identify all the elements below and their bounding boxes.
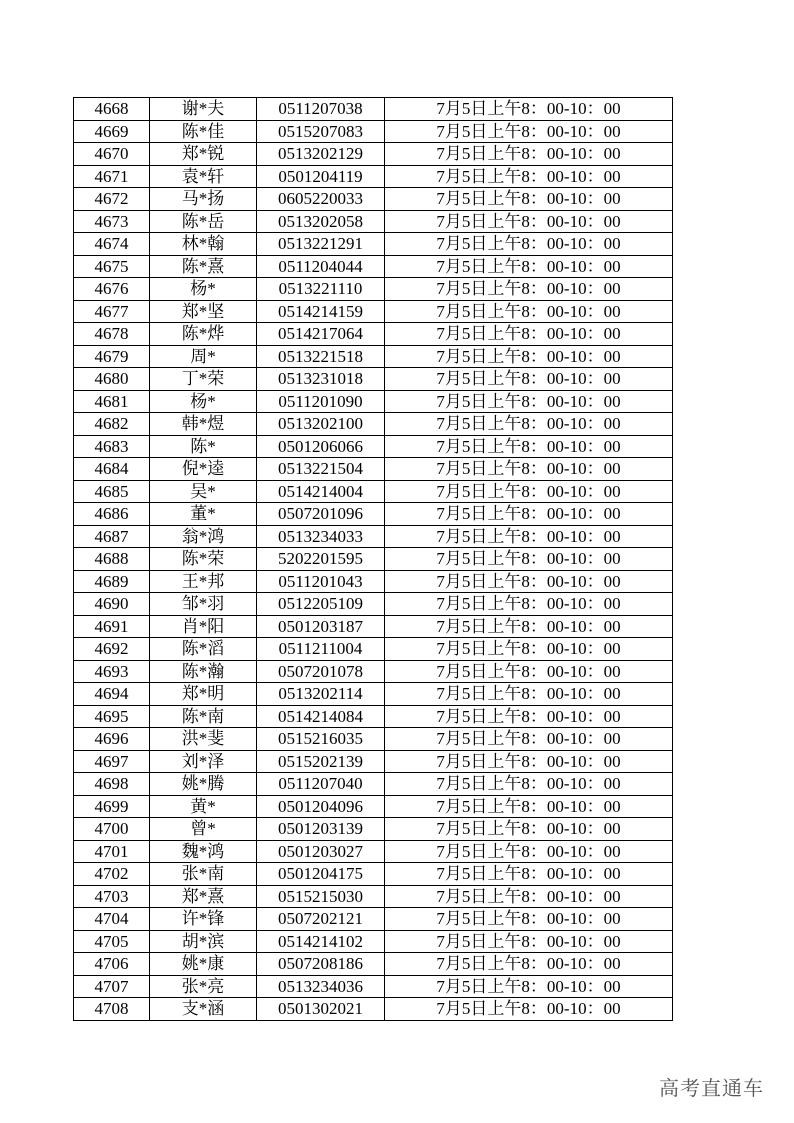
seq-number-cell: 4686	[74, 503, 150, 526]
exam-id-cell: 0501204096	[257, 795, 385, 818]
student-name-cell: 陈*烨	[150, 323, 257, 346]
table-row	[74, 998, 673, 1021]
exam-id-cell: 0512205109	[257, 593, 385, 616]
student-name-cell: 陈*南	[150, 705, 257, 728]
exam-time-cell: 7月5日上午8：00-10：00	[385, 728, 673, 751]
table-row	[74, 278, 673, 301]
table-row	[74, 413, 673, 436]
student-name-cell: 陈*佳	[150, 120, 257, 143]
exam-time-cell: 7月5日上午8：00-10：00	[385, 570, 673, 593]
seq-number-cell: 4689	[74, 570, 150, 593]
exam-time-cell: 7月5日上午8：00-10：00	[385, 165, 673, 188]
student-name-cell: 倪*逵	[150, 458, 257, 481]
student-name-cell: 黄*	[150, 795, 257, 818]
student-name-cell: 丁*荣	[150, 368, 257, 391]
table-row	[74, 435, 673, 458]
student-name-cell: 谢*夫	[150, 98, 257, 121]
exam-id-cell: 0507201096	[257, 503, 385, 526]
exam-time-cell: 7月5日上午8：00-10：00	[385, 953, 673, 976]
seq-number-cell: 4668	[74, 98, 150, 121]
student-name-cell: 陈*岳	[150, 210, 257, 233]
roster-body	[74, 98, 673, 1021]
student-name-cell: 翁*鸿	[150, 525, 257, 548]
exam-id-cell: 0511201090	[257, 390, 385, 413]
exam-time-cell: 7月5日上午8：00-10：00	[385, 863, 673, 886]
exam-time-cell: 7月5日上午8：00-10：00	[385, 885, 673, 908]
seq-number-cell: 4672	[74, 188, 150, 211]
exam-time-cell: 7月5日上午8：00-10：00	[385, 750, 673, 773]
table-row	[74, 930, 673, 953]
exam-id-cell: 0513231018	[257, 368, 385, 391]
student-name-cell: 魏*鸿	[150, 840, 257, 863]
exam-time-cell: 7月5日上午8：00-10：00	[385, 930, 673, 953]
table-row	[74, 480, 673, 503]
student-name-cell: 郑*坚	[150, 300, 257, 323]
exam-time-cell: 7月5日上午8：00-10：00	[385, 210, 673, 233]
seq-number-cell: 4701	[74, 840, 150, 863]
exam-id-cell: 0511204044	[257, 255, 385, 278]
table-row	[74, 98, 673, 121]
seq-number-cell: 4678	[74, 323, 150, 346]
exam-time-cell: 7月5日上午8：00-10：00	[385, 413, 673, 436]
exam-roster-table	[73, 97, 673, 1021]
table-row	[74, 165, 673, 188]
exam-time-cell: 7月5日上午8：00-10：00	[385, 98, 673, 121]
exam-time-cell: 7月5日上午8：00-10：00	[385, 143, 673, 166]
table-row	[74, 458, 673, 481]
exam-time-cell: 7月5日上午8：00-10：00	[385, 638, 673, 661]
exam-id-cell: 0513202100	[257, 413, 385, 436]
exam-id-cell: 0511207038	[257, 98, 385, 121]
seq-number-cell: 4687	[74, 525, 150, 548]
table-row	[74, 188, 673, 211]
exam-time-cell: 7月5日上午8：00-10：00	[385, 660, 673, 683]
table-row	[74, 345, 673, 368]
student-name-cell: 陈*滔	[150, 638, 257, 661]
exam-time-cell: 7月5日上午8：00-10：00	[385, 683, 673, 706]
student-name-cell: 陈*熹	[150, 255, 257, 278]
student-name-cell: 刘*泽	[150, 750, 257, 773]
exam-id-cell: 0605220033	[257, 188, 385, 211]
seq-number-cell: 4681	[74, 390, 150, 413]
exam-id-cell: 0513202058	[257, 210, 385, 233]
table-row	[74, 705, 673, 728]
seq-number-cell: 4707	[74, 975, 150, 998]
exam-time-cell: 7月5日上午8：00-10：00	[385, 323, 673, 346]
student-name-cell: 郑*锐	[150, 143, 257, 166]
exam-id-cell: 0515216035	[257, 728, 385, 751]
exam-id-cell: 0501203027	[257, 840, 385, 863]
watermark-logo: 高考直通车	[659, 1076, 764, 1100]
exam-id-cell: 0511201043	[257, 570, 385, 593]
seq-number-cell: 4697	[74, 750, 150, 773]
seq-number-cell: 4690	[74, 593, 150, 616]
exam-time-cell: 7月5日上午8：00-10：00	[385, 480, 673, 503]
exam-id-cell: 0501203139	[257, 818, 385, 841]
exam-time-cell: 7月5日上午8：00-10：00	[385, 908, 673, 931]
table-row	[74, 548, 673, 571]
exam-time-cell: 7月5日上午8：00-10：00	[385, 840, 673, 863]
exam-time-cell: 7月5日上午8：00-10：00	[385, 255, 673, 278]
exam-id-cell: 0501204119	[257, 165, 385, 188]
student-name-cell: 洪*斐	[150, 728, 257, 751]
table-row	[74, 210, 673, 233]
exam-time-cell: 7月5日上午8：00-10：00	[385, 548, 673, 571]
seq-number-cell: 4677	[74, 300, 150, 323]
student-name-cell: 肖*阳	[150, 615, 257, 638]
exam-id-cell: 0513202129	[257, 143, 385, 166]
student-name-cell: 陈*瀚	[150, 660, 257, 683]
table-row	[74, 863, 673, 886]
table-row	[74, 818, 673, 841]
exam-time-cell: 7月5日上午8：00-10：00	[385, 773, 673, 796]
student-name-cell: 吴*	[150, 480, 257, 503]
exam-id-cell: 0515207083	[257, 120, 385, 143]
exam-id-cell: 0507202121	[257, 908, 385, 931]
student-name-cell: 林*翰	[150, 233, 257, 256]
student-name-cell: 曾*	[150, 818, 257, 841]
exam-id-cell: 0513221504	[257, 458, 385, 481]
exam-time-cell: 7月5日上午8：00-10：00	[385, 998, 673, 1021]
exam-id-cell: 0514214102	[257, 930, 385, 953]
table-row	[74, 255, 673, 278]
exam-id-cell: 0514214004	[257, 480, 385, 503]
table-row	[74, 390, 673, 413]
table-row	[74, 570, 673, 593]
seq-number-cell: 4683	[74, 435, 150, 458]
student-name-cell: 韩*煜	[150, 413, 257, 436]
table-row	[74, 728, 673, 751]
table-row	[74, 615, 673, 638]
table-row	[74, 660, 673, 683]
exam-id-cell: 0514214084	[257, 705, 385, 728]
exam-id-cell: 0511211004	[257, 638, 385, 661]
exam-id-cell: 0501302021	[257, 998, 385, 1021]
student-name-cell: 张*亮	[150, 975, 257, 998]
seq-number-cell: 4673	[74, 210, 150, 233]
seq-number-cell: 4703	[74, 885, 150, 908]
table-row	[74, 503, 673, 526]
seq-number-cell: 4684	[74, 458, 150, 481]
exam-id-cell: 0501203187	[257, 615, 385, 638]
seq-number-cell: 4708	[74, 998, 150, 1021]
table-row	[74, 953, 673, 976]
exam-time-cell: 7月5日上午8：00-10：00	[385, 300, 673, 323]
exam-time-cell: 7月5日上午8：00-10：00	[385, 593, 673, 616]
exam-time-cell: 7月5日上午8：00-10：00	[385, 615, 673, 638]
exam-time-cell: 7月5日上午8：00-10：00	[385, 368, 673, 391]
student-name-cell: 陈*荣	[150, 548, 257, 571]
student-name-cell: 杨*	[150, 278, 257, 301]
student-name-cell: 邹*羽	[150, 593, 257, 616]
seq-number-cell: 4669	[74, 120, 150, 143]
seq-number-cell: 4694	[74, 683, 150, 706]
table-row	[74, 750, 673, 773]
exam-id-cell: 0513221518	[257, 345, 385, 368]
exam-id-cell: 0513221291	[257, 233, 385, 256]
student-name-cell: 马*扬	[150, 188, 257, 211]
exam-time-cell: 7月5日上午8：00-10：00	[385, 120, 673, 143]
seq-number-cell: 4699	[74, 795, 150, 818]
exam-id-cell: 0507201078	[257, 660, 385, 683]
seq-number-cell: 4674	[74, 233, 150, 256]
student-name-cell: 董*	[150, 503, 257, 526]
seq-number-cell: 4691	[74, 615, 150, 638]
exam-id-cell: 0511207040	[257, 773, 385, 796]
table-row	[74, 795, 673, 818]
exam-time-cell: 7月5日上午8：00-10：00	[385, 458, 673, 481]
table-row	[74, 323, 673, 346]
student-name-cell: 郑*熹	[150, 885, 257, 908]
exam-time-cell: 7月5日上午8：00-10：00	[385, 345, 673, 368]
seq-number-cell: 4692	[74, 638, 150, 661]
exam-time-cell: 7月5日上午8：00-10：00	[385, 435, 673, 458]
seq-number-cell: 4700	[74, 818, 150, 841]
student-name-cell: 郑*明	[150, 683, 257, 706]
student-name-cell: 许*锋	[150, 908, 257, 931]
exam-id-cell: 0513221110	[257, 278, 385, 301]
table-row	[74, 300, 673, 323]
exam-id-cell: 0513202114	[257, 683, 385, 706]
seq-number-cell: 4679	[74, 345, 150, 368]
seq-number-cell: 4676	[74, 278, 150, 301]
student-name-cell: 王*邦	[150, 570, 257, 593]
table-row	[74, 975, 673, 998]
student-name-cell: 杨*	[150, 390, 257, 413]
exam-id-cell: 0514217064	[257, 323, 385, 346]
exam-time-cell: 7月5日上午8：00-10：00	[385, 525, 673, 548]
exam-time-cell: 7月5日上午8：00-10：00	[385, 705, 673, 728]
table-row	[74, 908, 673, 931]
seq-number-cell: 4680	[74, 368, 150, 391]
table-row	[74, 638, 673, 661]
student-name-cell: 张*南	[150, 863, 257, 886]
roster-sheet	[73, 97, 673, 1021]
exam-id-cell: 0501206066	[257, 435, 385, 458]
seq-number-cell: 4706	[74, 953, 150, 976]
exam-time-cell: 7月5日上午8：00-10：00	[385, 390, 673, 413]
exam-id-cell: 0514214159	[257, 300, 385, 323]
table-row	[74, 885, 673, 908]
exam-id-cell: 0507208186	[257, 953, 385, 976]
seq-number-cell: 4704	[74, 908, 150, 931]
seq-number-cell: 4671	[74, 165, 150, 188]
exam-time-cell: 7月5日上午8：00-10：00	[385, 818, 673, 841]
student-name-cell: 支*涵	[150, 998, 257, 1021]
seq-number-cell: 4696	[74, 728, 150, 751]
exam-id-cell: 5202201595	[257, 548, 385, 571]
table-row	[74, 840, 673, 863]
exam-id-cell: 0515215030	[257, 885, 385, 908]
student-name-cell: 周*	[150, 345, 257, 368]
exam-id-cell: 0515202139	[257, 750, 385, 773]
seq-number-cell: 4693	[74, 660, 150, 683]
exam-time-cell: 7月5日上午8：00-10：00	[385, 188, 673, 211]
student-name-cell: 姚*腾	[150, 773, 257, 796]
exam-id-cell: 0501204175	[257, 863, 385, 886]
exam-id-cell: 0513234036	[257, 975, 385, 998]
seq-number-cell: 4688	[74, 548, 150, 571]
seq-number-cell: 4682	[74, 413, 150, 436]
exam-time-cell: 7月5日上午8：00-10：00	[385, 795, 673, 818]
exam-id-cell: 0513234033	[257, 525, 385, 548]
exam-time-cell: 7月5日上午8：00-10：00	[385, 233, 673, 256]
table-row	[74, 368, 673, 391]
student-name-cell: 胡*滨	[150, 930, 257, 953]
table-row	[74, 143, 673, 166]
seq-number-cell: 4675	[74, 255, 150, 278]
table-row	[74, 120, 673, 143]
seq-number-cell: 4685	[74, 480, 150, 503]
table-row	[74, 233, 673, 256]
table-row	[74, 593, 673, 616]
student-name-cell: 姚*康	[150, 953, 257, 976]
exam-time-cell: 7月5日上午8：00-10：00	[385, 278, 673, 301]
exam-time-cell: 7月5日上午8：00-10：00	[385, 975, 673, 998]
seq-number-cell: 4670	[74, 143, 150, 166]
student-name-cell: 陈*	[150, 435, 257, 458]
table-row	[74, 773, 673, 796]
seq-number-cell: 4702	[74, 863, 150, 886]
table-row	[74, 683, 673, 706]
seq-number-cell: 4695	[74, 705, 150, 728]
seq-number-cell: 4698	[74, 773, 150, 796]
seq-number-cell: 4705	[74, 930, 150, 953]
exam-time-cell: 7月5日上午8：00-10：00	[385, 503, 673, 526]
student-name-cell: 袁*轩	[150, 165, 257, 188]
table-row	[74, 525, 673, 548]
